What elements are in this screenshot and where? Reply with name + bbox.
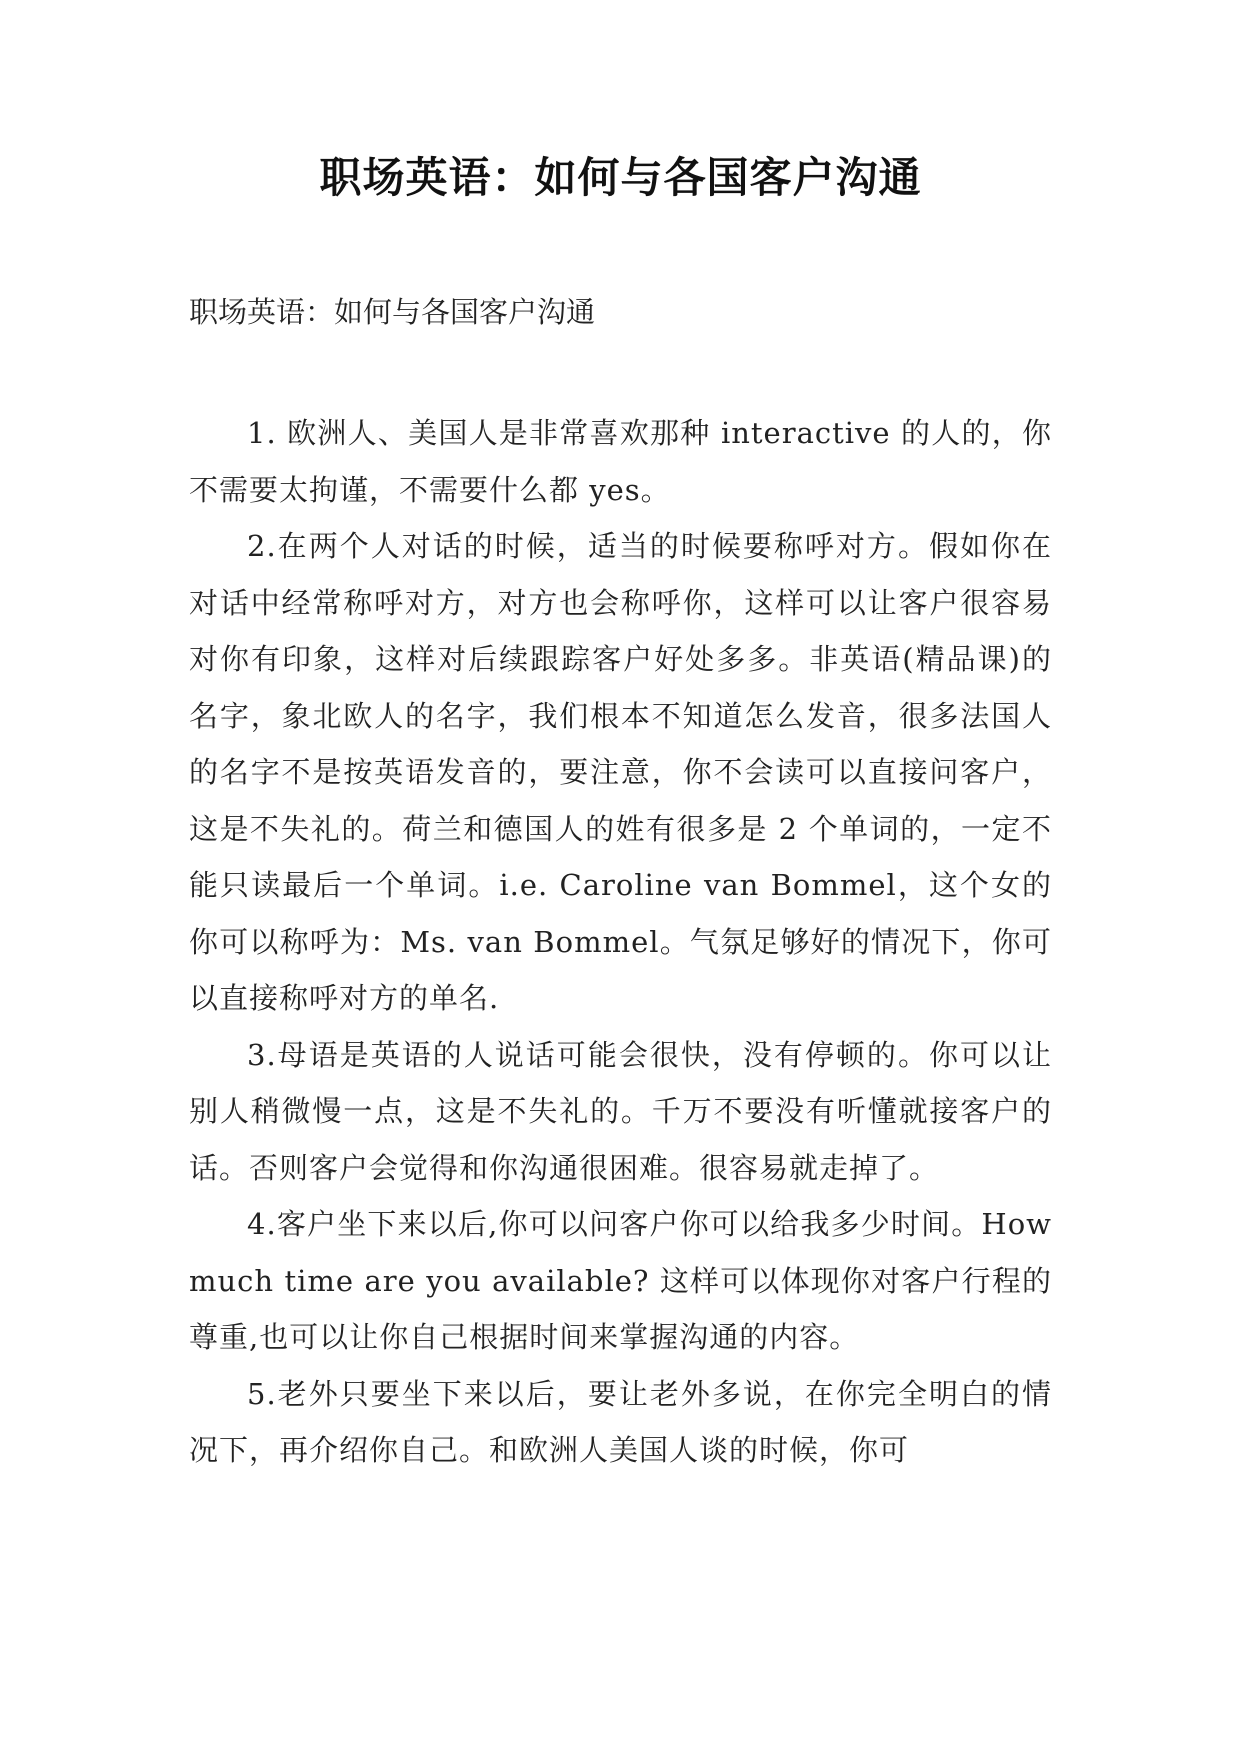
paragraph-5: 5.老外只要坐下来以后，要让老外多说，在你完全明白的情况下，再介绍你自己。和欧洲人美国人谈的时候，你可 [189,1376,1052,1467]
document-body [189,405,1052,1479]
paragraph-4: 4.客户坐下来以后,你可以问客户你可以给我多少时间。How much time are you available? 这样可以体现你对客户行程的尊重,也可以让你自己根据时间来掌握沟通的内容。 [189,1207,1052,1354]
document-subtitle: 职场英语：如何与各国客户沟通 [189,295,596,329]
paragraph-3: 3.母语是英语的人说话可能会很快，没有停顿的。你可以让别人稍微慢一点，这是不失礼的。千万不要没有听懂就接客户的话。否则客户会觉得和你沟通很困难。很容易就走掉了。 [189,1037,1052,1185]
document-title: 职场英语：如何与各国客户沟通 [319,153,922,202]
paragraph-1: 1. 欧洲人、美国人是非常喜欢那种 interactive 的人的，你不需要太拘谨，不需要什么都 yes。 [189,416,1052,507]
paragraph-2: 2.在两个人对话的时候，适当的时候要称呼对方。假如你在对话中经常称呼对方，对方也会称呼你，这样可以让客户很容易对你有印象，这样对后续跟踪客户好处多多。非英语(精品课)的名字，象北欧人的名字，我们根本不知道怎么发音，很多法国人的名字不是按英语发音的，要注意，你不会读可以直接问客户，这是不失礼的。荷兰和德国人的姓有很多是 2 个单词的，一定不能只读最后一个单词。i.e. Caroline van Bommel，这个女的你可以称呼为：Ms. van Bommel。气氛足够好的情况下，你可以直接称呼对方的单名. [189,529,1052,1015]
